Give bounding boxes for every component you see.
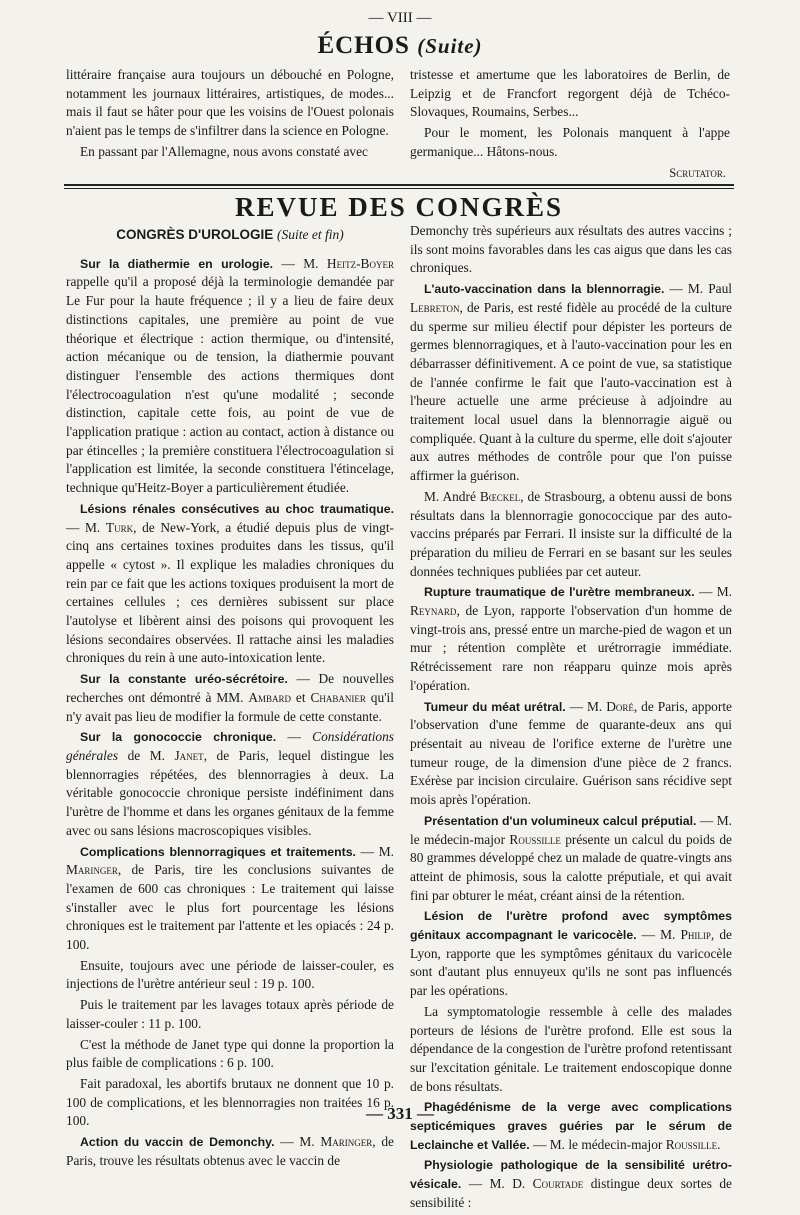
page-roman-number: — VIII — xyxy=(368,10,432,26)
subtitle-text: CONGRÈS D'UROLOGIE xyxy=(116,227,274,242)
article-lesions-renales: Lésions rénales consécutives au choc traumatique. — M. Turk, de New-York, a étudié depuis plus de vingt-cinq ans certaines toxines produites dans les tissus, qu'il appelle « cytost ». Il explique les maladies chroniques du rein par ce fait que les actions toxiques produisent la mort de certaines cellules ; ces dernières subissent sur place l'autolyse et libèrent ainsi des poisons qui provoquent les lésions secondaires observées. Il rattache ainsi les maladies chroniques du rein à une auto-intoxication lente. xyxy=(66,501,395,666)
paragraph: Puis le traitement par les lavages totaux après période de laisser-couler : 11 p. 100. xyxy=(66,997,394,1031)
article-lead: Rupture traumatique de l'urètre membraneux. xyxy=(424,585,695,600)
congress-left-column xyxy=(66,226,394,1172)
page-number: — 331 — xyxy=(366,1104,434,1123)
author-name: Courtade xyxy=(532,1176,584,1192)
article-complications: Complications blennorragiques et traitements. — M. Maringer, de Paris, tire les conclusions suivantes de l'examen de 600 cas chroniques : Le traitement qui laisse s'installer avec le plus fort pourcentage les lésions chroniques est le traitement par l'attente et les opiacés : 24 p. 100. xyxy=(66,843,395,953)
author-name: Maringer xyxy=(66,862,118,878)
echos-paragraph: tristesse et amertume que les laboratoires de Berlin, de Leipzig et de Francfort regorgent déjà de Tchéco-Slovaques, Roumains, Serbes... xyxy=(410,67,730,120)
article-lead: Tumeur du méat urétral. xyxy=(424,699,566,714)
subtitle-suite: (Suite et fin) xyxy=(277,227,344,242)
article-lesion-uretre: Lésion de l'urètre profond avec symptômes génitaux accompagnant le varicocèle. — M. Philip, de Lyon, rapporte que les symptômes génitaux du varicocèle sont d'autant plus ennuyeux qu'ils ne sont pas influencés par les opérations. xyxy=(410,909,732,999)
author-name: Maringer xyxy=(320,1134,373,1150)
article-lead: Sur la constante uréo-sécrétoire. xyxy=(80,672,288,687)
article-lead: Présentation d'un volumineux calcul préputial. xyxy=(424,813,697,828)
echos-title xyxy=(0,32,800,60)
article-boeckel: M. André Bœckel, de Strasbourg, a obtenu aussi de bons résultats dans la blennorragie gonococcique par des auto-vaccins préparés par Ferrari. Il insiste sur la difficulté de la préparation du milieu de Ferrari en se basant sur les seules données techniques publiées par cet auteur. xyxy=(410,488,732,579)
congress-subtitle xyxy=(66,226,394,245)
signature: Scrutator. xyxy=(669,165,726,180)
article-constante: Sur la constante uréo-sécrétoire. — De nouvelles recherches ont démontré à MM. Ambard et Chabanier qu'il n'y avait pas lieu de modifier la formule de cette constante. xyxy=(66,671,395,724)
echos-right-column xyxy=(410,66,730,182)
paragraph: Fait paradoxal, les abortifs brutaux ne donnent que 10 p. 100 de complications, et les blennorragies non traitées 16 p. 100. xyxy=(66,1075,394,1129)
author-name: Roussille xyxy=(509,831,561,847)
author-name: Ambard xyxy=(248,689,292,705)
article-vaccin-demonchy: Action du vaccin de Demonchy. — M. Maringer, de Paris, trouve les résultats obtenus avec le vaccin de xyxy=(66,1134,394,1168)
article-auto-vaccination: L'auto-vaccination dans la blennorragie. — M. Paul Lebreton, de Paris, est resté fidèle au procédé de la culture du sperme sur milieu électif pour dépister les porteurs de germes blennorragiques, et à l'auto-vaccination pour les en débarrasser définitivement. A ce point de vue, sa statistique de l'année confirme le fait que l'auto-vaccination est à l'heure actuelle une arme précieuse à adjoindre au traitement local usuel dans la blennorragie aiguë ou compliquée. Quant à la culture du sperme, elle doit s'ajouter aux autres méthodes de contrôle pour que l'on puisse affirmer la guérison. xyxy=(410,281,732,484)
author-name: Turk xyxy=(105,519,134,535)
author-name: Chabanier xyxy=(310,689,366,705)
article-lead: Lésions rénales consécutives au choc traumatique. xyxy=(80,501,394,516)
article-rupture: Rupture traumatique de l'urètre membraneux. — M. Reynard, de Lyon, rapporte l'observation d'un homme de vingt-trois ans, pressé entre un marche-pied de wagon et un mur ; rétention complète et urétrorragie immédiate. Rétrécissement rare non réapparu quinze mois après l'opération. xyxy=(410,584,733,693)
author-name: Doré xyxy=(606,698,634,714)
author-name: Roussille xyxy=(665,1136,718,1152)
congress-right-column xyxy=(410,222,732,1215)
article-lead: Sur la gonococcie chronique. xyxy=(80,730,277,745)
article-diathermie: Sur la diathermie en urologie. — M. Heitz-Boyer rappelle qu'il a proposé déjà la terminologie demandée par Le Fur pour la haute fréquence ; il y a lieu de faire deux distinctions capitales, une première au point de vue théorique et électrique : action thermique, ou d'intensité, action mécanique ou de tension, la diathermie pouvant distinguer l'ensemble des actions thermiques dont l'électrocoagulation n'est qu'une modalité ; seconde distinction, capitale cette fois, au point de vue de l'application pratique : action au contact, action à distance ou par étincelles ; la première constituera l'électrocoagulation si l'application est limitée, la seconde constituera l'étincelage, technique qu'Heitz-Boyer a particulièrement étudiée. xyxy=(66,255,394,496)
article-lead: L'auto-vaccination dans la blennorragie. xyxy=(424,282,665,297)
author-name: Lebreton xyxy=(410,299,460,315)
echos-title-text: ÉCHOS xyxy=(317,32,410,59)
article-physiologie: Physiologie pathologique de la sensibilité urétro-vésicale. — M. D. Courtade distingue deux sortes de sensibilité : xyxy=(410,1158,732,1210)
echos-left-column xyxy=(66,66,394,164)
paragraph: Demonchy très supérieurs aux résultats des autres vaccins ; ils sont moins favorables dans les cas aigus que dans les cas chroniques. xyxy=(410,223,732,276)
paragraph: La symptomatologie ressemble à celle des malades porteurs de lésions de l'urètre profond. Elle est sous la dépendance de la congestion de l'urètre profond retentissant sur l'excitation génitale. Le traitement endoscopique donne de bons résultats. xyxy=(410,1003,732,1094)
author-name: Bœckel xyxy=(479,488,521,504)
section-divider xyxy=(64,184,734,186)
echos-paragraph: Pour le moment, les Polonais manquent à l'appe germanique... Hâtons-nous. xyxy=(410,125,730,159)
article-gonococcie: Sur la gonococcie chronique. — Considérations générales de M. Janet, de Paris, lequel distingue les blennorragies répétées, des blennorragies à deux. La véritable gonococcie chronique persiste indéfiniment dans l'urètre de l'homme et dans les organes génitaux de la femme avec ou sans lésions macroscopiques visibles. xyxy=(66,729,395,838)
revue-title: REVUE DES CONGRÈS xyxy=(234,192,564,222)
article-lead: Physiologie pathologique de la sensibilité urétro-vésicale. xyxy=(410,1158,732,1192)
echos-paragraph: littéraire française aura toujours un débouché en Pologne, notamment les journaux littéraires, artistiques, de modes... mais il faut se hâter pour que les voisins de l'Ouest polonais n'aient pas le temps de s'infiltrer dans la science en Pologne. xyxy=(66,67,394,139)
article-lead: Sur la diathermie en urologie. xyxy=(80,256,274,271)
echos-suite: (Suite) xyxy=(417,34,483,58)
article-lead: Complications blennorragiques et traitements. xyxy=(80,844,356,859)
article-lead: Phagédénisme de la verge avec complications septicémiques graves guéries par le sérum de Leclainche et Vallée. xyxy=(410,1100,732,1152)
author-name: Janet xyxy=(174,747,204,763)
article-calcul: Présentation d'un volumineux calcul préputial. — M. le médecin-major Roussille présente un calcul du poids de 80 grammes développé chez un malade de quatre-vingts ans atteint de phimosis, sous la calotte préputiale, et qui avait fini par obturer le méat, créant ainsi de la rétention. xyxy=(410,812,733,903)
author-name: Reynard xyxy=(410,603,457,619)
author-name: Philip xyxy=(680,927,711,943)
article-lead: Lésion de l'urètre profond avec symptômes génitaux accompagnant le varicocèle. xyxy=(410,909,732,943)
author-name: Heitz-Boyer xyxy=(326,255,394,271)
article-lead: Action du vaccin de Demonchy. xyxy=(80,1135,275,1150)
article-phagedenisme: Phagédénisme de la verge avec complications septicémiques graves guéries par le sérum de Leclainche et Vallée. — M. le médecin-major Roussille. xyxy=(410,1100,732,1152)
paragraph: C'est la méthode de Janet type qui donne la proportion la plus faible de complications : 6 p. 100. xyxy=(66,1036,394,1071)
section-divider-thin xyxy=(64,188,734,189)
echos-paragraph: En passant par l'Allemagne, nous avons constaté avec xyxy=(80,143,368,159)
article-tumeur: Tumeur du méat urétral. — M. Doré, de Paris, apporte l'observation d'une femme de quarante-deux ans qui présentait au niveau de l'orifice externe de l'urètre une tumeur rouge, de la dimension d'une pièce de 2 francs. Exérèse par incision circulaire. Guérison sans récidive sept mois après l'opération. xyxy=(410,698,732,808)
paragraph: Ensuite, toujours avec une période de laisser-couler, es injections de l'urètre antérieur seul : 19 p. 100. xyxy=(66,957,394,992)
